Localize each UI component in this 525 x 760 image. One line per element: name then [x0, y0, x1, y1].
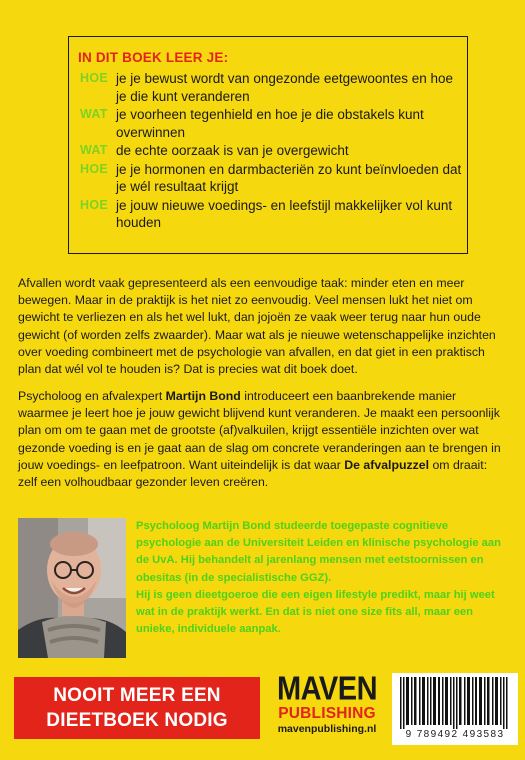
description-paragraph-text	[18, 388, 508, 491]
learn-heading: IN DIT BOEK LEER JE:	[78, 50, 229, 65]
intro-paragraph	[18, 275, 508, 378]
publisher-logo	[268, 670, 386, 736]
author-photo	[18, 518, 126, 658]
book-title-inline: De afvalpuzzel	[344, 457, 430, 472]
slogan-line: DIEETBOEK NODIG	[46, 710, 228, 731]
isbn-barcode	[392, 673, 518, 745]
learn-keyword: WAT	[80, 143, 108, 157]
description-paragraph	[18, 388, 508, 491]
description-text-part: om draait: zelf een volhoudbaar gezonder leven creëren.	[18, 457, 488, 490]
author-portrait-illustration	[18, 518, 126, 658]
learn-item	[80, 106, 465, 141]
learn-keyword: HOE	[80, 197, 108, 212]
isbn-number: 9 789492 493583	[405, 729, 505, 740]
learn-item	[80, 161, 465, 196]
learn-item	[80, 197, 465, 232]
author-bio-paragraph: Hij is geen dieetgoeroe die een eigen lifestyle predikt, maar hij weet wat in de praktijk werkt. En dat is niet one size fits all, maar een unieke, individuele aanpak.	[136, 588, 495, 636]
learn-keyword: HOE	[80, 161, 108, 176]
barcode-icon	[398, 677, 512, 729]
publisher-url: mavenpublishing.nl	[277, 723, 377, 735]
learn-text: je je bewust wordt van ongezonde eetgewoontes en hoe je die kunt veranderen	[116, 71, 453, 104]
learn-text: je voorheen tegenhield en hoe je die obstakels kunt overwinnen	[116, 107, 424, 140]
description-text-part: Psycholoog en afvalexpert	[18, 389, 166, 403]
learn-text: je jouw nieuwe voedings- en leefstijl makkelijker vol kunt houden	[116, 197, 453, 230]
learn-item	[80, 142, 465, 160]
learn-text: de echte oorzaak is van je overgewicht	[116, 143, 349, 158]
author-bio-paragraph: Psycholoog Martijn Bond studeerde toegepaste cognitieve psychologie aan de Universiteit Leiden en klinische psychologie aan de UvA. Hij behandelt al jarenlang mensen met eetstoornissen en obesitas (in de specialistische GGZ).	[136, 520, 501, 584]
intro-paragraph-text: Afvallen wordt vaak gepresenteerd als een eenvoudige taak: minder eten en meer bewegen. Maar in de praktijk is het niet zo eenvoudig. Veel mensen lukt het niet om gewicht te verliezen en als het wel lukt, dan jojoën ze vaak weer terug naar hun oude gewicht (of worden zelfs zwaarder). Maar wat als je nieuwe wetenschappelijke inzichten over voeding combineert met de psychologie van afvallen, en dat giet in een praktisch plan dat wél vol te houden is? Dat is precies wat dit boek doet.	[18, 276, 496, 377]
slogan-line: NOOIT MEER EEN	[53, 685, 221, 706]
author-bio	[136, 518, 511, 638]
slogan-banner	[14, 677, 260, 739]
publisher-subtitle: PUBLISHING	[278, 705, 376, 722]
learn-text: je je hormonen en darmbacteriën zo kunt beïnvloeden dat je wél resultaat krijgt	[116, 161, 462, 194]
description-text-part: introduceert een baanbrekende manier waarmee je leert hoe je jouw gewicht blijvend kunt veranderen. Je maakt een persoonlijk plan om om te gaan met de grootste (af)valkuilen, krijgt essentiële inzichten over wat gezonde voeding is en je gaat aan de slag om concrete veranderingen aan te brengen in jouw voedings- en leefpatroon. Want uiteindelijk is dat waar	[18, 389, 501, 472]
learn-keyword: HOE	[80, 71, 108, 85]
learn-keyword: WAT	[80, 107, 108, 121]
learn-list	[80, 70, 465, 233]
publisher-name: MAVEN	[276, 670, 378, 708]
author-name-inline: Martijn Bond	[165, 389, 241, 403]
learn-item	[80, 70, 465, 105]
